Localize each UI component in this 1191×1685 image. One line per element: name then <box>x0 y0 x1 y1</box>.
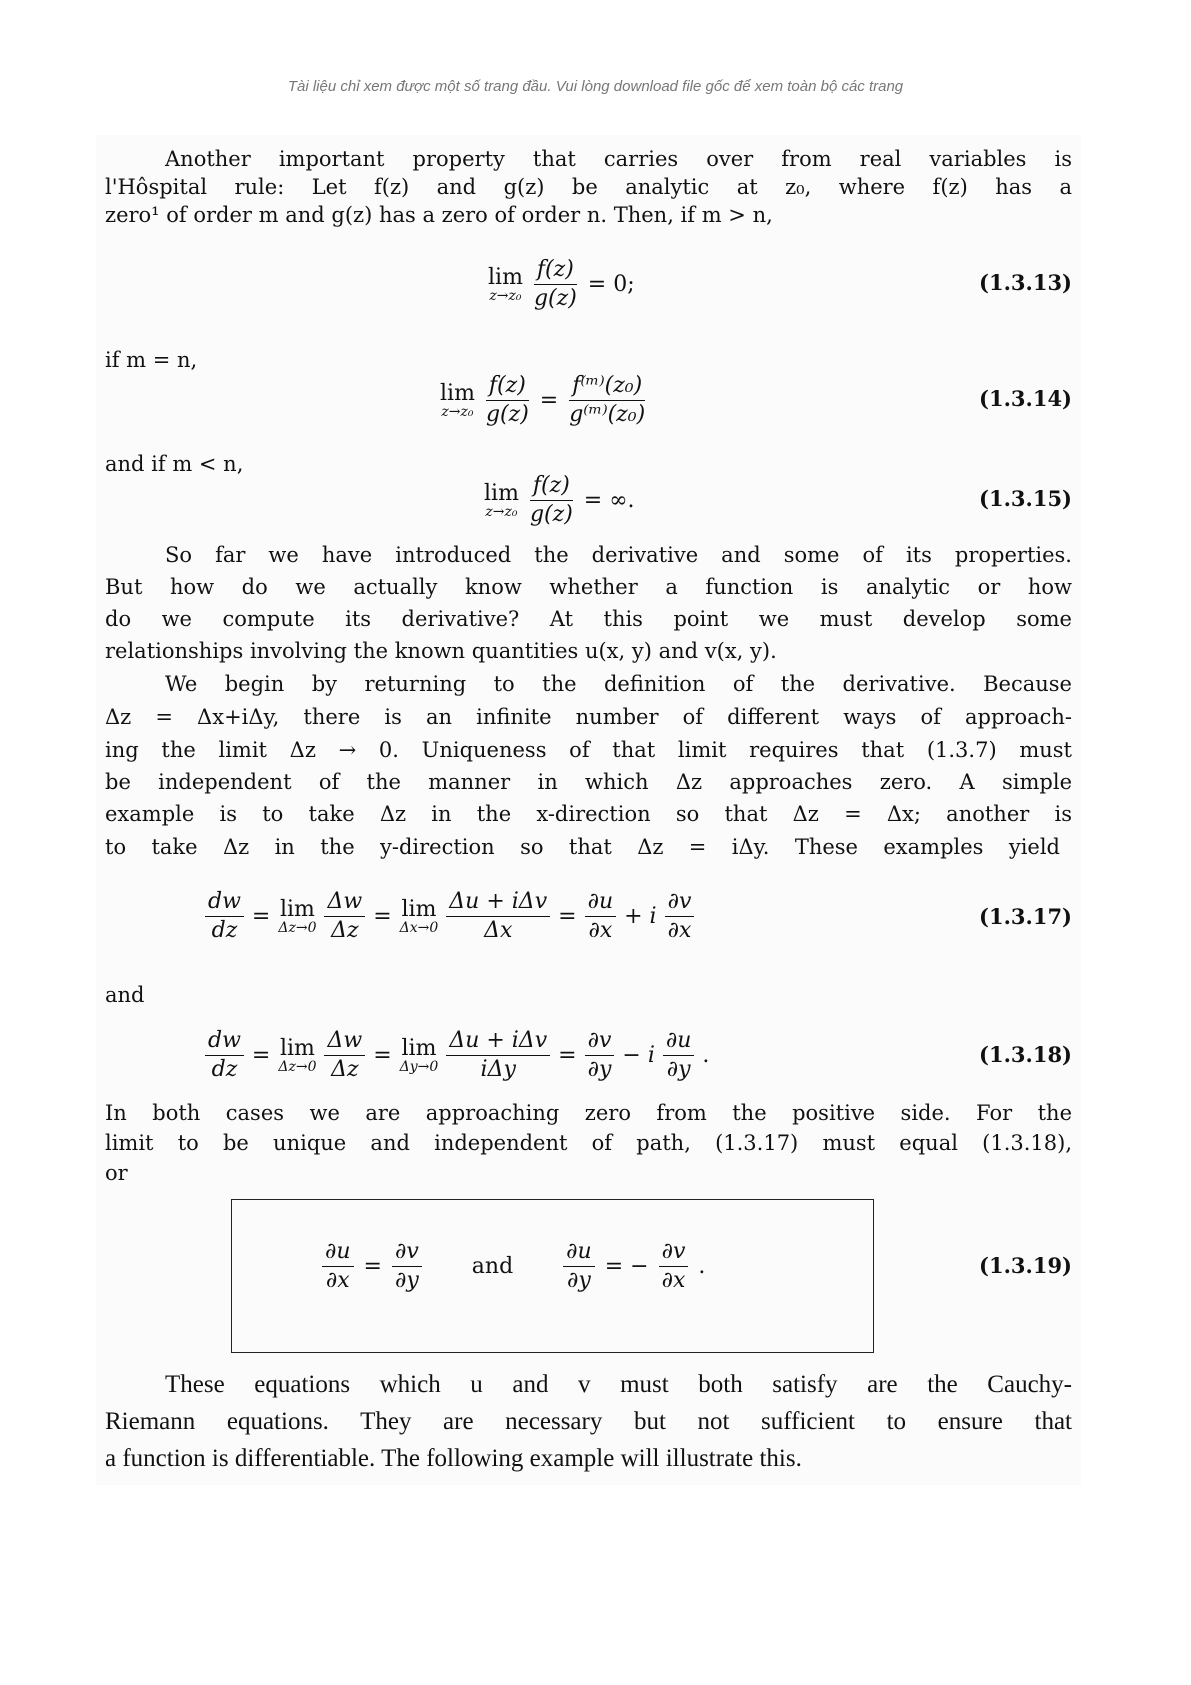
denominator: ∂x <box>667 918 692 943</box>
connector-text: and <box>105 983 145 1007</box>
lim-operator: lim <box>401 897 437 922</box>
condition-text: and if m < n, <box>105 452 244 476</box>
denominator: ∂y <box>394 1268 419 1293</box>
rhs: = 0; <box>587 272 635 297</box>
equals: = <box>539 388 559 413</box>
numerator: Δw <box>324 888 365 917</box>
lim-operator: lim <box>484 481 519 506</box>
denominator: g(z) <box>529 502 573 527</box>
paragraph-line: example is to take Δz in the x-direction so that Δz = Δx; another is <box>105 802 1072 826</box>
watermark-notice: Tài liệu chỉ xem được một số trang đầu. Vui lòng download file gốc để xem toàn bộ các trang <box>287 78 904 95</box>
equation-number: (1.3.13) <box>979 270 1072 295</box>
denominator: ∂x <box>588 918 613 943</box>
rhs: = ∞. <box>583 488 635 513</box>
numerator: ∂u <box>322 1238 354 1267</box>
paragraph-line: limit to be unique and independent of path, (1.3.17) must equal (1.3.18), <box>105 1131 1072 1155</box>
numerator: f(z) <box>486 372 529 401</box>
denominator: ∂y <box>587 1057 612 1082</box>
operator: − i <box>622 1043 655 1068</box>
denominator: Δx <box>484 918 513 943</box>
paragraph-line: ing the limit Δz → 0. Uniqueness of that limit requires that (1.3.7) must <box>105 738 1072 762</box>
numerator: f(z) <box>534 256 577 285</box>
paragraph-line: zero¹ of order m and g(z) has a zero of order n. Then, if m > n, <box>105 203 773 227</box>
lim-subscript: Δz→0 <box>278 920 317 936</box>
equation-1-3-15 <box>484 472 635 529</box>
lim-operator: lim <box>401 1036 437 1061</box>
denominator: g⁽ᵐ⁾(z₀) <box>569 402 646 427</box>
lim-operator: lim <box>279 1036 315 1061</box>
paragraph-line: Δz = Δx+iΔy, there is an infinite number of different ways of approach- <box>105 705 1072 729</box>
lim-subscript: z→z₀ <box>489 288 522 304</box>
equation-number: (1.3.15) <box>979 486 1072 511</box>
paragraph-line: Riemann equations. They are necessary but not sufficient to ensure that <box>105 1408 1072 1435</box>
paragraph-line: So far we have introduced the derivative and some of its properties. <box>165 543 1072 567</box>
numerator: ∂u <box>585 888 617 917</box>
equation-number: (1.3.18) <box>979 1042 1072 1067</box>
period: . <box>702 1043 710 1068</box>
paragraph-line: Another important property that carries over from real variables is <box>165 147 1072 171</box>
denominator: dz <box>211 918 238 943</box>
numerator: ∂v <box>392 1238 422 1267</box>
numerator: ∂v <box>659 1238 689 1267</box>
connector-text: and <box>471 1254 514 1279</box>
condition-text: if m = n, <box>105 348 198 372</box>
equation-1-3-14 <box>440 372 648 429</box>
paragraph-line: do we compute its derivative? At this point we must develop some <box>105 607 1072 631</box>
equation-1-3-19: $\frac{\partial u}{\partial x}$ = $\frac{\partial v}{\partial y}$ and $\frac{\partial u}{\partial y}$ = − $\frac{\partial v}{\partial x}$ . <box>322 1238 705 1295</box>
numerator: f(z) <box>530 472 573 501</box>
paragraph-line: be independent of the manner in which Δz approaches zero. A simple <box>105 770 1072 794</box>
denominator: ∂x <box>325 1268 350 1293</box>
numerator: f⁽ᵐ⁾(z₀) <box>569 372 645 401</box>
denominator: ∂y <box>666 1057 691 1082</box>
lim-subscript: Δx→0 <box>399 920 439 936</box>
equation-1-3-18: $\frac{dw}{dz}$ = lim Δz→0 $\frac{\Delta w}{\Delta z}$ = lim Δy→0 $\frac{\text{Δu + iΔv}}{\text{iΔy}}$ = $\frac{\partial v}{\partial y}$ − i $\frac{\partial u}{\partial y}$ . <box>205 1027 709 1084</box>
paragraph-line: But how do we actually know whether a function is analytic or how <box>105 575 1072 599</box>
lim-subscript: z→z₀ <box>441 404 474 420</box>
numerator: Δu + iΔv <box>446 888 550 917</box>
numerator: ∂v <box>665 888 695 917</box>
denominator: Δz <box>331 1057 359 1082</box>
equation-1-3-17: $\frac{dw}{dz}$ = lim Δz→0 $\frac{\Delta w}{\Delta z}$ = lim Δx→0 $\frac{\text{Δu + iΔv}}{\Delta x}$ = $\frac{\partial u}{\partial x}$ + i $\frac{\partial v}{\partial x}$ <box>205 888 694 945</box>
numerator: ∂v <box>585 1027 615 1056</box>
numerator: ∂u <box>563 1238 595 1267</box>
paragraph-line: In both cases we are approaching zero from the positive side. For the <box>105 1101 1072 1125</box>
numerator: Δw <box>324 1027 365 1056</box>
equation-number: (1.3.19) <box>979 1253 1072 1278</box>
numerator: dw <box>205 1027 244 1056</box>
equation-number: (1.3.14) <box>979 386 1072 411</box>
operator: + i <box>624 904 657 929</box>
equation-number: (1.3.17) <box>979 904 1072 929</box>
lim-subscript: z→z₀ <box>485 504 518 520</box>
denominator: iΔy <box>480 1057 516 1082</box>
numerator: dw <box>205 888 244 917</box>
paragraph-line: or <box>105 1161 128 1185</box>
denominator: ∂y <box>567 1268 591 1293</box>
paragraph-line: to take Δz in the y-direction so that Δz = iΔy. These examples yield <box>105 835 1060 859</box>
paragraph-line: relationships involving the known quantities u(x, y) and v(x, y). <box>105 639 777 663</box>
paragraph-line: We begin by returning to the definition of the derivative. Because <box>165 672 1072 696</box>
paragraph-line: a function is differentiable. The following example will illustrate this. <box>105 1445 802 1472</box>
lim-operator: lim <box>488 265 523 290</box>
lim-subscript: Δz→0 <box>278 1059 317 1075</box>
lim-subscript: Δy→0 <box>399 1059 439 1075</box>
denominator: ∂x <box>661 1268 686 1293</box>
numerator: ∂u <box>663 1027 695 1056</box>
denominator: Δz <box>331 918 359 943</box>
lim-operator: lim <box>440 381 475 406</box>
denominator: g(z) <box>533 286 577 311</box>
denominator: dz <box>211 1057 238 1082</box>
numerator: Δu + iΔv <box>446 1027 550 1056</box>
paragraph-line: These equations which u and v must both satisfy are the Cauchy- <box>165 1371 1072 1398</box>
equation-1-3-13 <box>488 256 635 313</box>
denominator: g(z) <box>485 402 529 427</box>
operator: = − <box>604 1254 649 1279</box>
paragraph-line: l'Hôspital rule: Let f(z) and g(z) be analytic at z₀, where f(z) has a <box>105 175 1072 199</box>
lim-operator: lim <box>279 897 315 922</box>
